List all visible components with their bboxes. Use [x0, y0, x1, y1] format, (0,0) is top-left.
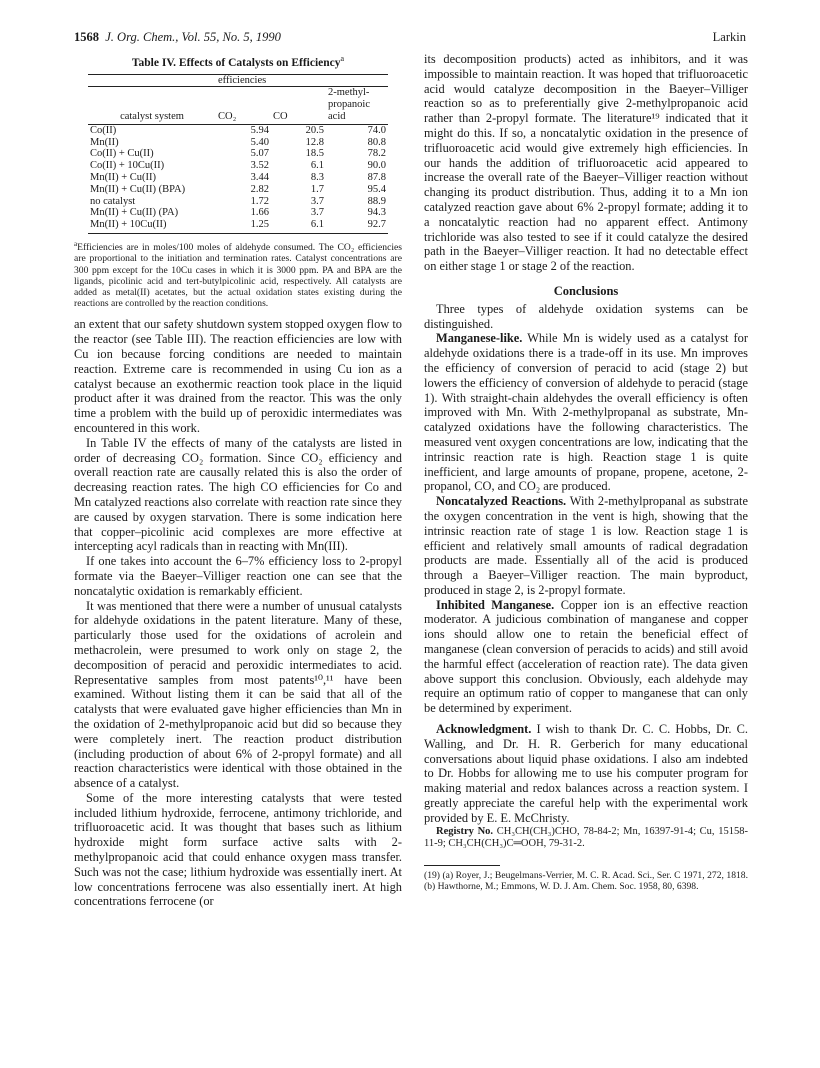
table-row: Mn(II) + Cu(II) (PA) 1.66 3.7 94.3 — [90, 207, 386, 219]
run-in-heading: Manganese-like. — [436, 331, 523, 346]
footnote-divider — [424, 865, 500, 866]
table-row: Mn(II) + Cu(II) 3.44 8.3 87.8 — [90, 172, 386, 183]
col-header-acid: 2-methyl-propanoic acid — [326, 87, 388, 124]
body-paragraph: In Table IV the effects of many of the catalysts are listed in order of decreasing CO₂ formation. Since CO₂ efficiency and overall reaction rate are causally related this is also the order of decreasing reaction rates. The high CO efficiencies for Co and Mn catalyzed reactions also correlate with reaction rate since they are caused by oxygen starvation. There is some indication here that copper–picolinic acid complexes are more effective at intercepting acyl radicals than in reacting with Mn(III). — [74, 435, 402, 554]
table-footnote: $^a$Efficiencies are in moles/100 moles of aldehyde consumed. The CO₂ efficiencies are proportional to the initiation and termination rates. Catalyst concentrations are 300 ppm except for the 10Cu cases in which it is 3000 ppm. PA and BPA are the ligands, picolinic acid and tert-butylpicolinic acid, respectively. All catalysts are added as metal(II) acetates, but the actual oxidation states existing during the reactions are controlled by the reaction conditions. — [74, 239, 402, 310]
noncatalyzed-paragraph: Noncatalyzed Reactions. With 2-methylpropanal as substrate the oxygen concentration in the vent is high, showing that the intrinsic reaction rate of stage 1 is low. Reaction stage 1 is efficient and relatively small amounts of radical degradation products are made. Essentially all of the acid is produced through a Baeyer–Villiger reaction. The main byproduct, produced in stage 2, is 2-propyl formate. — [424, 494, 748, 597]
table-row: Co(II) + 10Cu(II) 3.52 6.1 90.0 — [90, 160, 386, 172]
manganese-like-paragraph: Manganese-like. While Mn is widely used as a catalyst for aldehyde oxidations there is a trade-off in its use. Mn improves the efficiency of conversion of peracid to acid (stage 2) but lowers the efficiency of conversion of aldehyde to peracid (stage 1). With straight-chain aldehydes the overall efficiency is often improved with Mn. With 2-methylpropanal as substrate, Mn-catalyzed oxidations have the following characteristics. The measured vent oxygen concentrations are low, indicating that the intrinsic reaction rate is high. Reaction stage 1 is quite inefficient, and large amounts of propane, propene, acetone, 2-propanol, CO, and CO₂ are produced. — [424, 331, 748, 494]
col-header-catalyst: catalyst system — [88, 87, 216, 124]
table-row: Co(II) + Cu(II) 5.07 18.5 78.2 — [90, 148, 386, 160]
right-column — [424, 52, 748, 892]
run-in-heading: Inhibited Manganese. — [436, 597, 555, 612]
col-header-co: CO — [271, 87, 326, 124]
acknowledgment-paragraph: Acknowledgment. I wish to thank Dr. C. C. Hobbs, Dr. C. Walling, and Dr. H. R. Gerberich for many educational conversations about liquid phase oxidations. I also am indebted to Dr. Hobbs for allowing me to use his computer program for making material and redox balances across a reaction system. I greatly appreciate the careful help with the experimental work provided by E. E. McChristy. — [424, 722, 748, 825]
body-paragraph: its decomposition products) acted as inhibitors, and it was impossible to maintain reaction. It was hoped that trifluoroacetic acid would catalyze decomposition in the Baeyer–Villiger reaction so as to preferentially give 2-methylpropanoic acid rather than 2-propyl formate. The literature¹⁹ indicated that it might do this. If so, a noncatalytic oxidation in the presence of trifluoroacetic acid would give extremely high efficiencies. In our hands the addition of trifluoroacetic acid appeared to increase the overall rate of the Baeyer–Villiger reaction without changing its product distribution. Thus, adding it to a Mn ion catalyzed reaction gave about 6% 2-propyl formate; adding it to a noncatalytic reaction had no apparent effect. Antimony trichloride was also tested to see if it could catalyze the desired path in the Baeyer–Villiger reaction. It had no detectable effect on either stage 1 or stage 2 of the reaction. — [424, 52, 748, 274]
conclusions-intro: Three types of aldehyde oxidation systems can be distinguished. — [424, 301, 748, 331]
left-column — [74, 52, 402, 909]
table-row: Mn(II) + Cu(II) (BPA) 2.82 1.7 95.4 — [90, 183, 386, 195]
run-in-heading: Noncatalyzed Reactions. — [436, 494, 567, 509]
body-paragraph: If one takes into account the 6–7% efficiency loss to 2-propyl formate via the Baeyer–Villiger reaction one can see that the noncatalytic oxidation is remarkably efficient. — [74, 554, 402, 598]
page-header — [74, 30, 746, 45]
conclusions-heading: Conclusions — [553, 283, 619, 298]
footnote-19: (19) (a) Royer, J.; Beugelmans-Verrier, M. C. R. Acad. Sci., Ser. C 1971, 272, 1818. (b) Hawthorne, M.; Emmons, W. D. J. Am. Chem. Soc. 1958, 80, 6398. — [424, 869, 748, 892]
catalyst-efficiency-table — [88, 74, 388, 234]
run-in-heading: Acknowledgment. — [436, 722, 532, 737]
table-row: no catalyst 1.72 3.7 88.9 — [90, 195, 386, 207]
journal-name: J. Org. Chem., — [105, 30, 179, 44]
col-header-co2: CO₂ — [216, 87, 271, 124]
inhibited-manganese-paragraph: Inhibited Manganese. Copper ion is an effective reaction moderator. A judicious combination of manganese and copper ions should allow one to retain the beneficial effect of manganese (clean conversion of peracids to acids) and still avoid the harmful effect (acceleration of reaction rate). The data given above support this conclusion. Obviously, each aldehyde may require an optimum ratio of copper to manganese that can only be determined by experiment. — [424, 597, 748, 716]
body-paragraph: It was mentioned that there were a number of unusual catalysts for aldehyde oxidations in the patent literature. Many of these, particularly those used for the oxidations of acrolein and methacrolein, were presumed to work only on stage 2, the decomposition of peracid and peroxidic intermediates to acid. Representative samples from most patents¹⁰,¹¹ have been examined. Without listing them it can be said that all of the catalysts that were evaluated gave higher efficiencies than Mn in the oxidation of 2-methylpropanoic acid but did so because they were completely inert. The reaction product distribution (including production of about 6% of 2-propyl formate) and all reaction characteristics were identical with those obtained in the absence of a catalyst. — [74, 598, 402, 791]
running-author: Larkin — [712, 30, 746, 44]
body-paragraph: Some of the more interesting catalysts that were tested included lithium hydroxide, ferrocene, antimony trichloride, and trifluoroacetic acid. It was thought that bases such as lithium hydroxide might form surface active salts with 2-methylpropanoic acid that could enhance oxygen mass transfer. Such was not the case; lithium hydroxide was essentially inert. At low concentrations ferrocene was also essentially inert. At high concentrations ferrocene (or — [74, 790, 402, 909]
registry-numbers: Registry No. CH₃CH(CH₃)CHO, 78-84-2; Mn, 16397-91-4; Cu, 15158-11-9; CH₃CH(CH₃)C═OOH, 79-31-2. — [424, 825, 748, 850]
table-row: Mn(II) + 10Cu(II) 1.25 6.1 92.7 — [88, 219, 388, 233]
volume-issue: Vol. 55, No. 5, 1990 — [181, 30, 281, 44]
body-paragraph: an extent that our safety shutdown system stopped oxygen flow to the reactor (see Table III). The reaction efficiencies are low with Cu ion because forcing conditions are needed to maintain reaction. Extreme care is recommended in using Cu ion as a catalyst because an exothermic reaction took place in the liquid product after it was drained from the reactor. This was the only time a problem with the build up of peroxidic intermediates was encountered in this work. — [74, 317, 402, 435]
group-header: efficiencies — [216, 74, 388, 87]
table-row: Mn(II) 5.40 12.8 80.8 — [90, 136, 386, 148]
table-title: Table IV. Effects of Catalysts on Efficiency$^a$ — [131, 54, 345, 69]
table-group-header-row — [88, 74, 388, 87]
header-citation — [74, 30, 281, 45]
table-row: Co(II) 5.94 20.5 74.0 — [90, 124, 386, 136]
table-header-row — [88, 87, 388, 124]
page-number: 1568 — [74, 30, 99, 44]
